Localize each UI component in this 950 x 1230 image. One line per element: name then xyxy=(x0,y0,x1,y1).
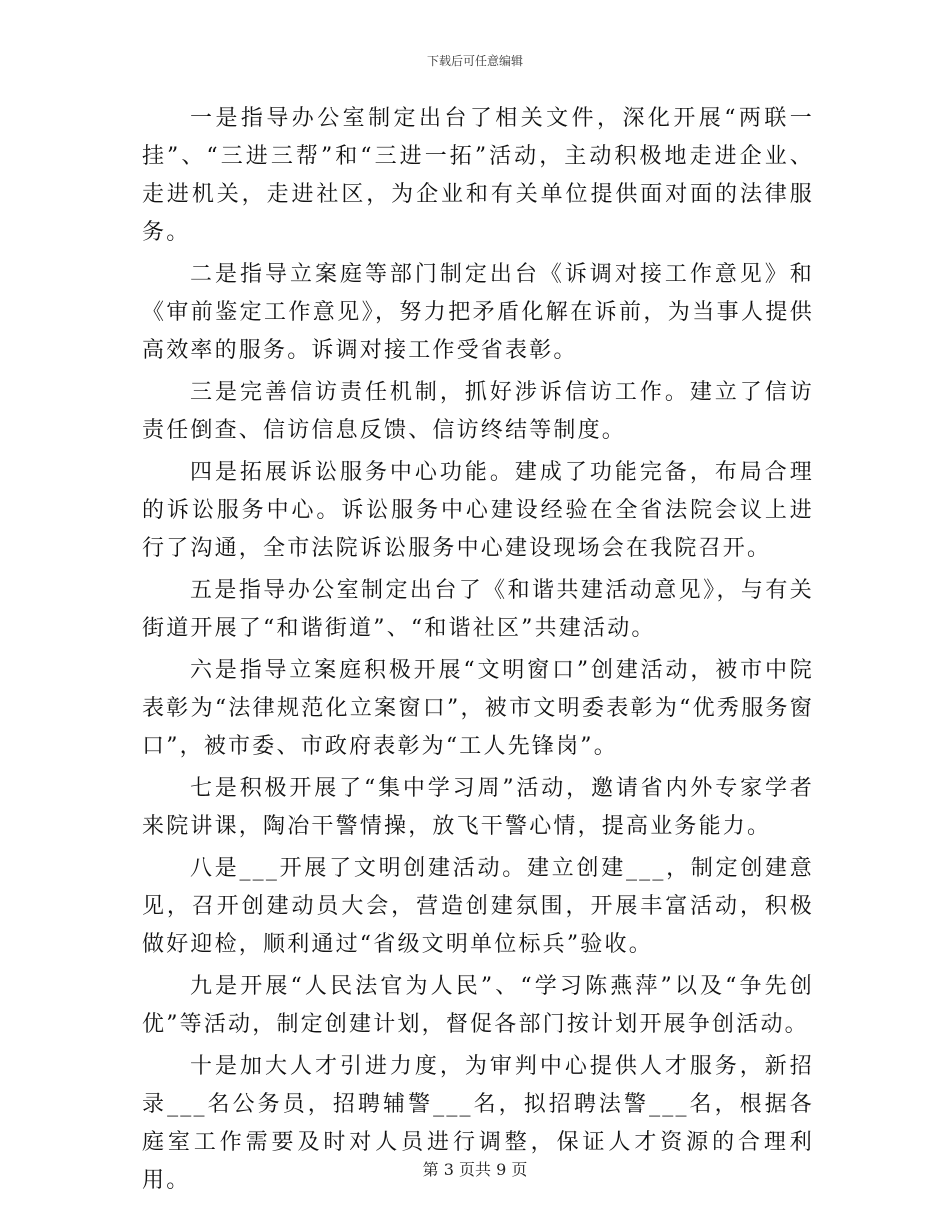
paragraph-1: 一是指导办公室制定出台了相关文件，深化开展“两联一挂”、“三进三帮”和“三进一拓”活动，主动积极地走进企业、走进机关，走进社区，为企业和有关单位提供面对面的法律服务。 xyxy=(142,106,814,245)
document-body xyxy=(142,100,814,1204)
paragraph-2: 二是指导立案庭等部门制定出台《诉调对接工作意见》和《审前鉴定工作意见》，努力把矛盾化解在诉前，为当事人提供高效率的服务。诉调对接工作受省表彰。 xyxy=(142,262,814,363)
page-header: 下载后可任意编辑 xyxy=(426,54,523,68)
page-number: 第 3 页共 9 页 xyxy=(422,1160,528,1179)
paragraph-8: 八是___开展了文明创建活动。建立创建___，制定创建意见，召开创建动员大会，营造创建氛围，开展丰富活动，积极做好迎检，顺利通过“省级文明单位标兵”验收。 xyxy=(142,856,814,957)
paragraph-10: 十是加大人才引进力度，为审判中心提供人才服务，新招录___名公务员，招聘辅警___名，拟招聘法警___名，根据各庭室工作需要及时对人员进行调整，保证人才资源的合理利用。 xyxy=(142,1054,814,1193)
paragraph-7: 七是积极开展了“集中学习周”活动，邀请省内外专家学者来院讲课，陶冶干警情操，放飞干警心情，提高业务能力。 xyxy=(142,776,814,839)
paragraph-3: 三是完善信访责任机制，抓好涉诉信访工作。建立了信访责任倒查、信访信息反馈、信访终结等制度。 xyxy=(142,380,814,443)
paragraph-5: 五是指导办公室制定出台了《和谐共建活动意见》，与有关街道开展了“和谐街道”、“和谐社区”共建活动。 xyxy=(142,578,814,641)
paragraph-6: 六是指导立案庭积极开展“文明窗口”创建活动，被市中院表彰为“法律规范化立案窗口”，被市文明委表彰为“优秀服务窗口”，被市委、市政府表彰为“工人先锋岗”。 xyxy=(142,658,814,759)
paragraph-9: 九是开展“人民法官为人民”、“学习陈燕萍”以及“争先创优”等活动，制定创建计划，督促各部门按计划开展争创活动。 xyxy=(142,974,814,1037)
paragraph-4: 四是拓展诉讼服务中心功能。建成了功能完备，布局合理的诉讼服务中心。诉讼服务中心建设经验在全省法院会议上进行了沟通，全市法院诉讼服务中心建设现场会在我院召开。 xyxy=(142,460,814,561)
